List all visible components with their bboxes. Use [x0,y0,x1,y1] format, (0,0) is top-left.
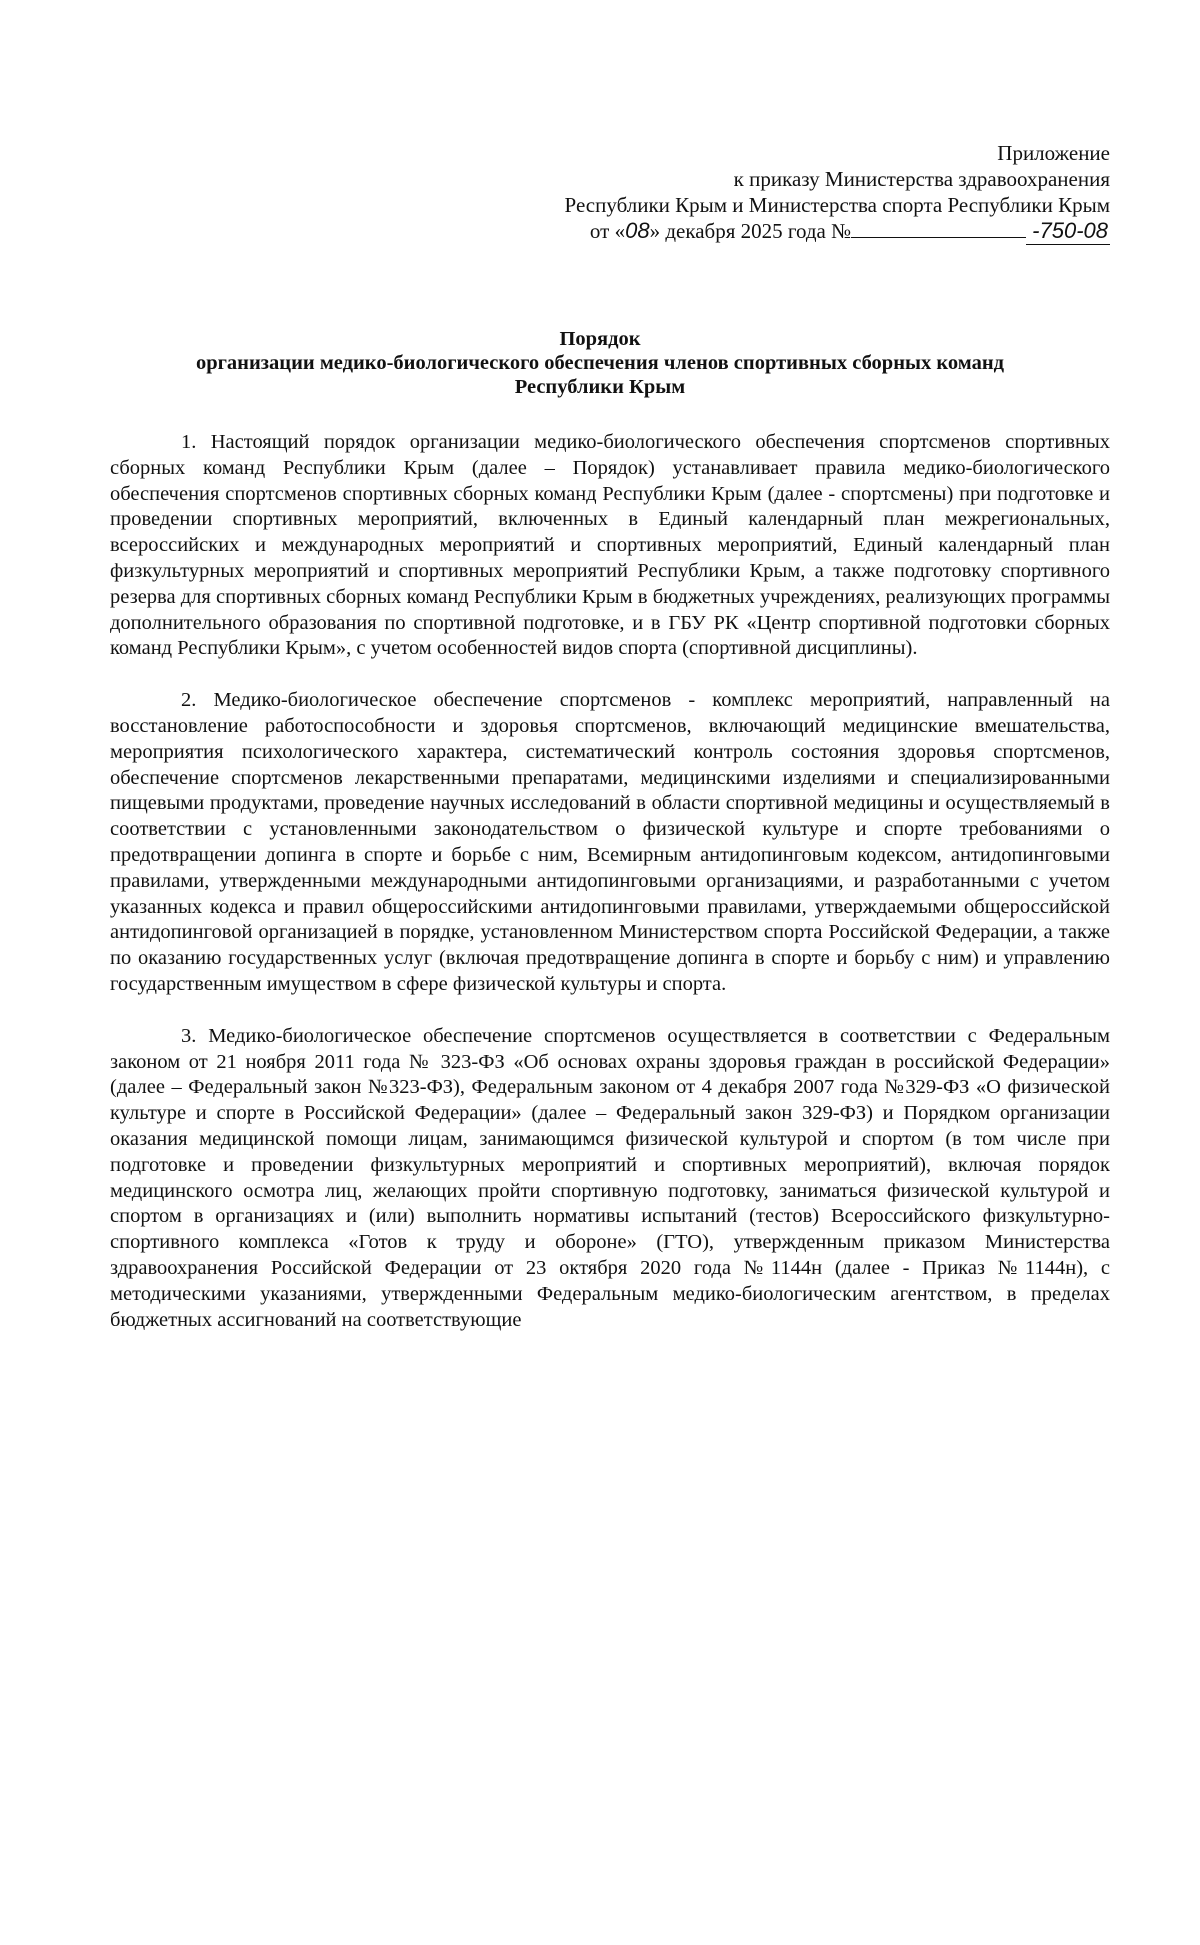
date-prefix: от « [589,219,626,243]
handwritten-order-number: -750-08 [1026,218,1110,245]
appendix-label: Приложение [997,141,1110,165]
document-body [110,430,1110,1359]
paragraph-3: 3. Медико-биологическое обеспечение спортсменов осуществляется в соответствии с Федеральным законом от 21 ноября 2011 года № 323-ФЗ «Об основах охраны здоровья граждан в российской Федерации» (далее – Федеральный закон №323-ФЗ), Федеральным законом от 4 декабря 2007 года №329-ФЗ «О физической культуре и спорте в Российской Федерации» (далее – Федеральный закон 329-ФЗ) и Порядком организации оказания медицинской помощи лицам, занимающимся физической культурой и спортом (в том числе при подготовке и проведении физкультурных мероприятий и спортивных мероприятий), включая порядок медицинского осмотра лиц, желающих пройти спортивную подготовку, заниматься физической культурой и спортом в организациях и (или) выполнить нормативы испытаний (тестов) Всероссийского физкультурно-спортивного комплекса «Готов к труду и обороне» (ГТО), утвержденным приказом Министерства здравоохранения Российской Федерации от 23 октября 2020 года №1144н (далее - Приказ №1144н), с методическими указаниями, утвержденными Федеральным медико-биологическим агентством, в пределах бюджетных ассигнований на соответствующие [110,1024,1110,1331]
title-line-3: Республики Крым [514,376,686,398]
paragraph-2: 2. Медико-биологическое обеспечение спортсменов - комплекс мероприятий, направленный на восстановление работоспособности и здоровья спортсменов, включающий медицинские вмешательства, мероприятия психологического характера, систематический контроль состояния здоровья спортсменов, обеспечение спортсменов лекарственными препаратами, медицинскими изделиями и специализированными пищевыми продуктами, проведение научных исследований в области спортивной медицины и осуществляемый в соответствии с установленными законодательством о физической культуре и спорте требованиями о предотвращении допинга в спорте и борьбе с ним, Всемирным антидопинговым кодексом, антидопинговыми правилами, утвержденными международными антидопинговыми организациями, и разработанными с учетом указанных кодекса и правил общероссийскими антидопинговыми правилами, утверждаемыми общероссийской антидопинговой организацией в порядке, установленном Министерством спорта Российской Федерации, а также по оказанию государственных услуг (включая предотвращение допинга в спорте и борьбу с ним) и управлению государственным имуществом в сфере физической культуры и спорта. [110,689,1110,995]
order-date-line [565,218,1110,245]
title-line-2: организации медико-биологического обеспечения членов спортивных сборных команд [195,352,1005,374]
ministries-line: Республики Крым и Министерства спорта Республики Крым [564,193,1110,217]
paragraph-1: 1. Настоящий порядок организации медико-биологического обеспечения спортсменов спортивных сборных команд Республики Крым (далее – Порядок) устанавливает правила медико-биологического обеспечения спортсменов спортивных сборных команд Республики Крым (далее - спортсмены) при подготовке и проведении спортивных мероприятий, включенных в Единый календарный план межрегиональных, всероссийских и международных мероприятий и спортивных мероприятий, Единый календарный план физкультурных мероприятий и спортивных мероприятий Республики Крым, а также подготовку спортивного резерва для спортивных сборных команд Республики Крым в бюджетных учреждениях, реализующих программы дополнительного образования по спортивной подготовке, и в ГБУ РК «Центр спортивной подготовки сборных команд Республики Крым», с учетом особенностей видов спорта (спортивной дисциплины). [110,431,1110,660]
handwritten-day: 08 [625,218,650,243]
appendix-header [565,140,1110,245]
number-underline [851,219,1026,238]
document-title [100,327,1100,399]
date-middle: » декабря 2025 года № [649,219,852,243]
title-line-1: Порядок [559,328,641,350]
order-reference-line: к приказу Министерства здравоохранения [733,167,1110,191]
